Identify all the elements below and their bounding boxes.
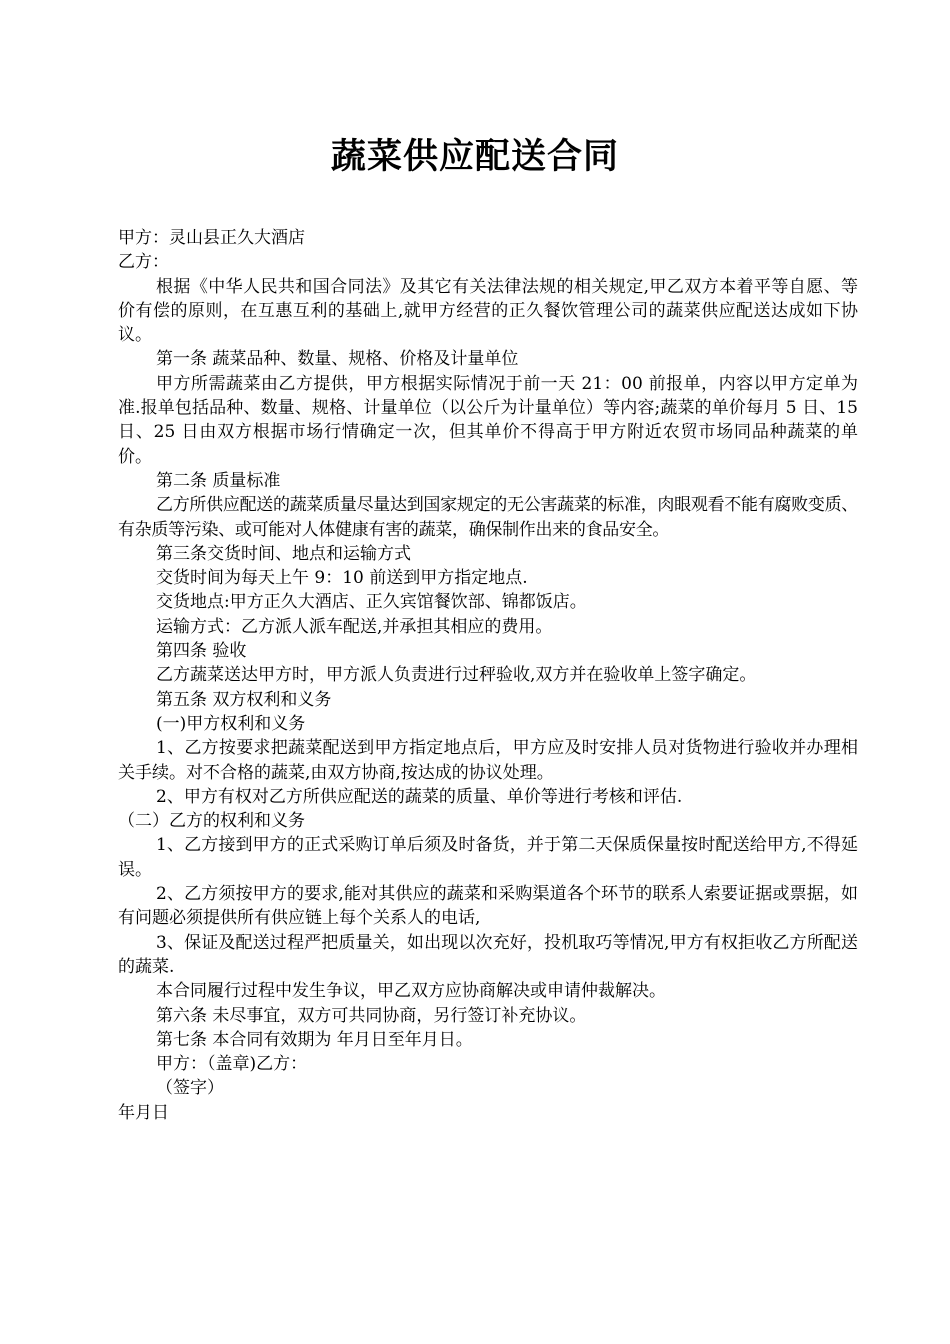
document-title: 蔬菜供应配送合同 [330, 136, 619, 177]
article-5-heading: 第五条 双方权利和义务 [156, 689, 332, 710]
party-b-rights-heading: （二）乙方的权利和义务 [118, 811, 305, 832]
article-7-line: 第七条 本合同有效期为 年月日至年月日。 [156, 1029, 473, 1050]
article-4-body: 乙方蔬菜送达甲方时，甲方派人负责进行过秤验收,双方并在验收单上签字确定。 [156, 665, 757, 686]
article-4-heading: 第四条 验收 [156, 641, 247, 662]
article-1-body: 甲方所需蔬菜由乙方提供，甲方根据实际情况于前一天 21：00 前报单，内容以甲方定单为准.报单包括品种、数量、规格、计量单位（以公斤为计量单位）等内容;蔬菜的单价每月 5 日、15 日、25 日由双方根据市场行情确定一次，但其单价不得高于甲方附近农贸市场同品种蔬菜的单价。 [118, 373, 858, 467]
delivery-location-line: 交货地点:甲方正久大酒店、正久宾馆餐饮部、锦都饭店。 [156, 592, 587, 613]
article-2-body: 乙方所供应配送的蔬菜质量尽量达到国家规定的无公害蔬菜的标准，肉眼观看不能有腐败变质、有杂质等污染、或可能对人体健康有害的蔬菜，确保制作出来的食品安全。 [118, 495, 858, 540]
article-2-heading: 第二条 质量标准 [156, 470, 281, 491]
party-a-line: 甲方：灵山县正久大酒店 [118, 228, 305, 248]
party-b-clause-3: 3、保证及配送过程严把质量关，如出现以次充好，投机取巧等情况,甲方有权拒收乙方所配送的蔬菜. [118, 932, 858, 977]
signature-date: 年月日 [118, 1102, 169, 1123]
preamble-paragraph: 根据《中华人民共和国合同法》及其它有关法律法规的相关规定,甲乙双方本着平等自愿、等价有偿的原则，在互惠互利的基础上,就甲方经营的正久餐饮管理公司的蔬菜供应配送达成如下协议。 [118, 276, 858, 346]
article-1-heading: 第一条 蔬菜品种、数量、规格、价格及计量单位 [156, 349, 519, 370]
document-body [118, 226, 858, 1125]
party-a-clause-1: 1、乙方按要求把蔬菜配送到甲方指定地点后，甲方应及时安排人员对货物进行验收并办理相关手续。对不合格的蔬菜,由双方协商,按达成的协议处理。 [118, 738, 858, 783]
signature-parties-line: 甲方：（盖章)乙方： [156, 1054, 308, 1075]
delivery-time-line: 交货时间为每天上午 9：10 前送到甲方指定地点. [156, 568, 528, 589]
party-a-rights-heading: (一)甲方权利和义务 [156, 713, 306, 734]
party-b-clause-1: 1、乙方接到甲方的正式采购订单后须及时备货，并于第二天保质保量按时配送给甲方,不得延误。 [118, 835, 858, 880]
article-6-line: 第六条 未尽事宜，双方可共同协商，另行签订补充协议。 [156, 1005, 587, 1026]
dispute-resolution-line: 本合同履行过程中发生争议，甲乙双方应协商解决或申请仲裁解决。 [156, 981, 666, 1002]
party-b-clause-2: 2、乙方须按甲方的要求,能对其供应的蔬菜和采购渠道各个环节的联系人索要证据或票据，如有问题必须提供所有供应链上每个关系人的电话, [118, 884, 858, 929]
signature-label: （签字） [156, 1078, 224, 1099]
party-b-line: 乙方： [118, 252, 169, 273]
party-a-clause-2: 2、甲方有权对乙方所供应配送的蔬菜的质量、单价等进行考核和评估. [156, 786, 683, 807]
transport-method-line: 运输方式：乙方派人派车配送,并承担其相应的费用。 [156, 616, 553, 637]
article-3-heading: 第三条交货时间、地点和运输方式 [156, 543, 411, 564]
